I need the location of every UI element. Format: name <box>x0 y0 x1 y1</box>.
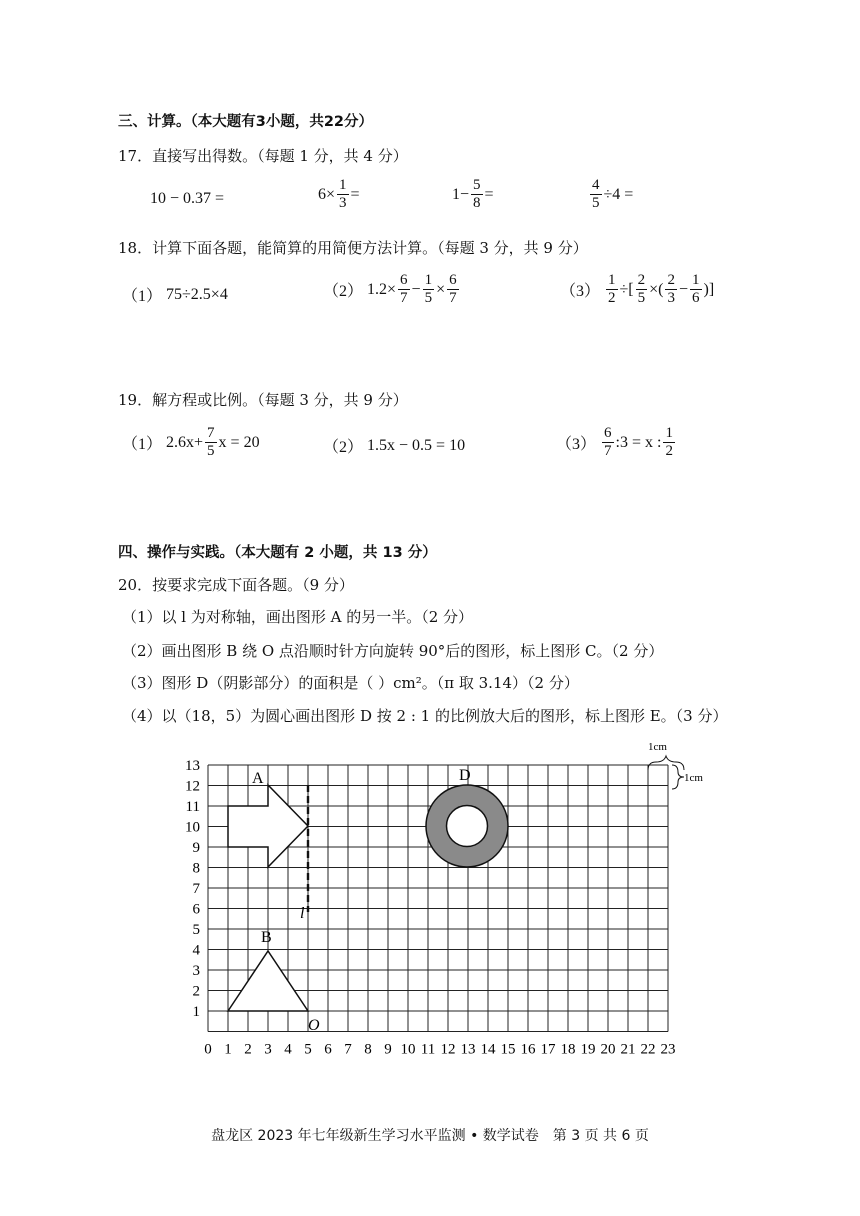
y-tick-label: 12 <box>185 778 200 795</box>
q17-item-2: 6× $\frac{1}{3}$ = <box>318 177 360 211</box>
unit-bracket-side <box>672 765 684 789</box>
section3-title: 三、计算。（本大题有3小题，共22分） <box>118 114 374 130</box>
y-tick-label: 5 <box>192 922 200 938</box>
x-tick-label: 7 <box>344 1041 352 1058</box>
x-tick-label: 22 <box>640 1041 656 1058</box>
x-tick-label: 4 <box>284 1041 292 1058</box>
label-a: A <box>252 770 264 787</box>
y-tick-label: 2 <box>192 983 200 1000</box>
x-tick-label: 10 <box>400 1041 416 1058</box>
x-tick-label: 17 <box>540 1041 556 1058</box>
q19-item-3: （3） $\frac{6}{7}$ :3 = x : $\frac{1}{2}$ <box>556 425 673 459</box>
x-tick-label: 14 <box>480 1041 496 1058</box>
label-b: B <box>261 929 272 946</box>
q19-item-1: （1） 2.6x+ $\frac{7}{5}$ x = 20 <box>122 425 260 459</box>
q19-item-2: （2） 1.5x − 0.5 = 10 <box>323 436 466 456</box>
unit-label-w: 1cm <box>648 741 667 753</box>
q18-item-1: （1） 75÷2.5×4 <box>122 285 228 305</box>
label-l: l <box>300 905 305 922</box>
y-tick-label: 11 <box>185 799 200 815</box>
y-tick-label: 4 <box>192 942 200 959</box>
page-footer: 盘龙区 2023 年七年级新生学习水平监测 • 数学试卷 第 3 页 共 6 页 <box>211 1128 649 1144</box>
label-d: D <box>459 767 471 784</box>
unit-bracket-top <box>648 756 684 770</box>
shape-a <box>228 785 308 867</box>
q17-item-4: $\frac{4}{5}$ ÷4 = <box>592 177 634 211</box>
section4-title: 四、操作与实践。（本大题有 2 小题，共 13 分） <box>118 545 437 561</box>
x-tick-label: 12 <box>440 1041 456 1058</box>
x-tick-label: 0 <box>204 1041 212 1058</box>
y-tick-label: 3 <box>192 963 200 979</box>
q18-item-3: （3） $\frac{1}{2}$ ÷[ $\frac{2}{5}$ ×( $\frac{2}{3}$ − $\frac{1}{6}$ )] <box>560 272 715 306</box>
q17-item-1: 10 − 0.37 = <box>150 190 225 207</box>
x-tick-label: 6 <box>324 1041 332 1058</box>
y-tick-label: 7 <box>192 881 200 897</box>
x-tick-label: 16 <box>520 1041 536 1058</box>
shape-b <box>228 951 308 1011</box>
x-tick-label: 5 <box>304 1041 312 1058</box>
unit-label-h: 1cm <box>684 772 703 784</box>
x-tick-label: 11 <box>420 1041 436 1058</box>
q20-sub-1: （1）以 l 为对称轴，画出图形 A 的另一半。（2 分） <box>122 608 474 626</box>
grid-labels <box>185 758 676 1058</box>
y-tick-label: 8 <box>192 860 200 877</box>
y-tick-label: 13 <box>185 758 200 774</box>
x-tick-label: 8 <box>364 1041 372 1058</box>
x-tick-label: 18 <box>560 1041 576 1058</box>
y-tick-label: 1 <box>192 1004 200 1020</box>
x-tick-label: 1 <box>224 1041 232 1058</box>
q18-item-2: （2） 1.2× $\frac{6}{7}$ − $\frac{1}{5}$ × $\frac{6}{7}$ <box>323 272 457 306</box>
q17-item-3: 1− $\frac{5}{8}$ = <box>452 177 494 211</box>
x-tick-label: 9 <box>384 1041 392 1058</box>
x-tick-label: 21 <box>620 1041 636 1058</box>
label-o: O <box>308 1017 320 1034</box>
shape-d-inner <box>447 806 488 847</box>
q20-sub-3: （3）图形 D（阴影部分）的面积是（ ）cm²。（π 取 3.14）（2 分） <box>122 674 579 692</box>
y-tick-label: 9 <box>192 840 200 856</box>
q20-sub-2: （2）画出图形 B 绕 O 点沿顺时针方向旋转 90°后的图形，标上图形 C。（2 分） <box>122 642 664 660</box>
y-tick-label: 10 <box>185 819 200 836</box>
x-tick-label: 3 <box>264 1041 272 1058</box>
q20-title: 20．按要求完成下面各题。（9 分） <box>118 576 354 594</box>
x-tick-label: 2 <box>244 1041 252 1058</box>
x-tick-label: 19 <box>580 1041 596 1058</box>
q19-title: 19．解方程或比例。（每题 3 分，共 9 分） <box>118 391 408 409</box>
x-tick-label: 20 <box>600 1041 616 1058</box>
x-tick-label: 23 <box>660 1041 676 1058</box>
q20-sub-4: （4）以（18，5）为圆心画出图形 D 按 2 : 1 的比例放大后的图形，标上图形 E。（3 分） <box>122 707 728 725</box>
y-tick-label: 6 <box>192 901 200 918</box>
q17-title: 17．直接写出得数。（每题 1 分，共 4 分） <box>118 147 408 165</box>
x-tick-label: 13 <box>460 1041 476 1058</box>
x-tick-label: 15 <box>500 1041 516 1058</box>
q18-title: 18．计算下面各题，能简算的用简便方法计算。（每题 3 分，共 9 分） <box>118 239 588 257</box>
